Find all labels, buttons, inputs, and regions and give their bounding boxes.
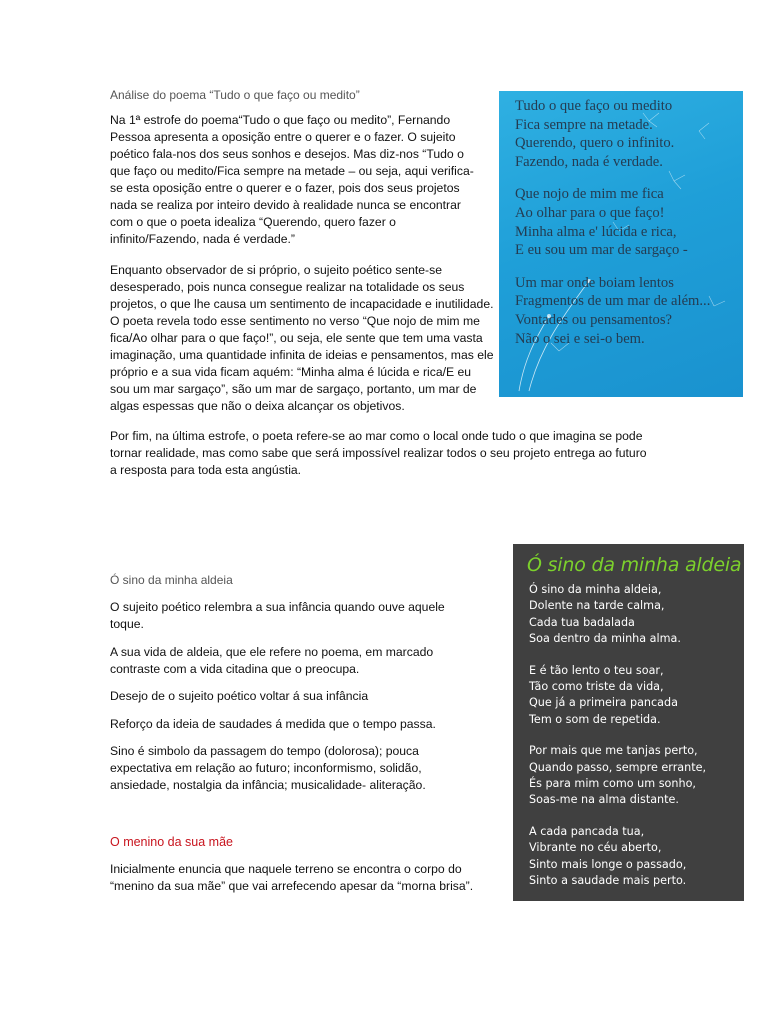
- paragraph-stanza3-analysis: Por fim, na última estrofe, o poeta refere-se ao mar como o local onde tudo o que imagina se pode tornar realidade, mas como sabe que será impossível realizar todos o seu projeto entrega ao futuro a resposta para toda esta angústia.: [110, 429, 647, 477]
- paragraph-stanza1-analysis: Na 1ª estrofe do poema“Tudo o que faço ou medito”, Fernando Pessoa apresenta a oposição entre o querer e o fazer. O sujeito poético fala-nos dos seus sonhos e desejos. Mas diz-nos “Tudo o que faço ou medito/Fica sempre na metade – ou seja, aqui verifica-se esta oposição entre o querer e o fazer, pois dos seus projetos nada se realiza por inteiro devido à realidade nunca se encontrar com o que o poeta idealiza “Querendo, quero fazer o infinito/Fazendo, nada é verdade.”: [110, 113, 474, 246]
- paragraph-sino-5: Sino é simbolo da passagem do tempo (dolorosa); pouca expectativa em relação ao futuro; inconformismo, solidão, ansiedade, nostalgia da infância; musicalidade- aliteração.: [110, 744, 426, 792]
- poem-line: Por mais que me tanjas perto,: [529, 744, 698, 758]
- poem-line: Ao olhar para o que faço!: [515, 204, 665, 221]
- poem-line: A cada pancada tua,: [529, 825, 645, 839]
- poem-line: Sinto a saudade mais perto.: [529, 873, 687, 887]
- paragraph-sino-1: O sujeito poético relembra a sua infância quando ouve aquele toque.: [110, 600, 445, 631]
- poem-line: Vibrante no céu aberto,: [529, 841, 662, 855]
- poem-line: Vontades ou pensamentos?: [515, 311, 672, 328]
- poem-line: E eu sou um mar de sargaço -: [515, 242, 688, 259]
- poem-title: Ó sino da minha aldeia: [527, 554, 742, 576]
- paragraph-sino-3: Desejo de o sujeito poético voltar á sua infância: [110, 689, 369, 703]
- paragraph-stanza2-analysis: Enquanto observador de si próprio, o sujeito poético sente-se desesperado, pois nunca consegue realizar na totalidade os seus projetos, o que lhe causa um sentimento de incapacidade e inutilidade. O poeta revela todo esse sentimento no verso “Que nojo de mim me fica/Ao olhar para o que faço!”, ou seja, ele sente que tem uma vasta imaginação, uma quantidade infinita de ideias e pensamentos, mas ele próprio e a sua vida ficam aquém: “Minha alma é lúcida e rica/E eu sou um mar sargaço”, são um mar de sargaço, portanto, um mar de algas espessas que não o deixa alcançar os objetivos.: [110, 263, 494, 413]
- poem-line: Soas-me na alma distante.: [529, 793, 679, 807]
- poem-line: Fragmentos de um mar de além...: [515, 293, 711, 310]
- poem-line: Tudo o que faço ou medito: [515, 98, 673, 114]
- poem-line: Ó sino da minha aldeia,: [529, 583, 662, 596]
- poem-line: Tão como triste da vida,: [529, 679, 664, 693]
- poem-line: Que nojo de mim me fica: [515, 186, 664, 203]
- poem-line: Fazendo, nada é verdade.: [515, 153, 663, 170]
- section-heading-menino: O menino da sua mãe: [110, 835, 233, 849]
- poem-text: [515, 97, 710, 348]
- poem-line: És para mim como um sonho,: [529, 776, 696, 790]
- poem-line: Soa dentro da minha alma.: [529, 631, 681, 645]
- paragraph-menino-1: Inicialmente enuncia que naquele terreno se encontra o corpo do “menino da sua mãe” que vai arrefecendo apesar da “morna brisa”.: [110, 862, 474, 893]
- poem-line: Dolente na tarde calma,: [529, 599, 665, 613]
- poem-line: Cada tua badalada: [529, 615, 635, 629]
- poem-line: Fica sempre na metade.: [515, 116, 653, 133]
- poem-image-tudo: [499, 91, 743, 397]
- poem-line: Sinto mais longe o passado,: [529, 857, 687, 871]
- section-heading-sino: Ó sino da minha aldeia: [110, 573, 233, 587]
- paragraph-sino-2: A sua vida de aldeia, que ele refere no poema, em marcado contraste com a vida citadina que o preocupa.: [110, 645, 434, 676]
- poem-line: Tem o som de repetida.: [529, 712, 661, 726]
- paragraph-sino-4: Reforço da ideia de saudades á medida que o tempo passa.: [110, 717, 436, 731]
- poem-text: [529, 582, 706, 889]
- section-heading-tudo: Análise do poema “Tudo o que faço ou medito”: [110, 88, 360, 102]
- poem-line: E é tão lento o teu soar,: [529, 663, 664, 677]
- paragraph-stanza2-analysis-top: [110, 262, 494, 415]
- poem-line: Um mar onde boiam lentos: [515, 274, 674, 291]
- poem-line: Quando passo, sempre errante,: [529, 760, 707, 774]
- poem-image-sino: [513, 544, 744, 901]
- poem-line: Que já a primeira pancada: [529, 696, 678, 710]
- poem-line: Querendo, quero o infinito.: [515, 135, 675, 152]
- poem-line: Não o sei e sei-o bem.: [515, 330, 645, 347]
- poem-line: Minha alma e' lúcida e rica,: [515, 223, 677, 240]
